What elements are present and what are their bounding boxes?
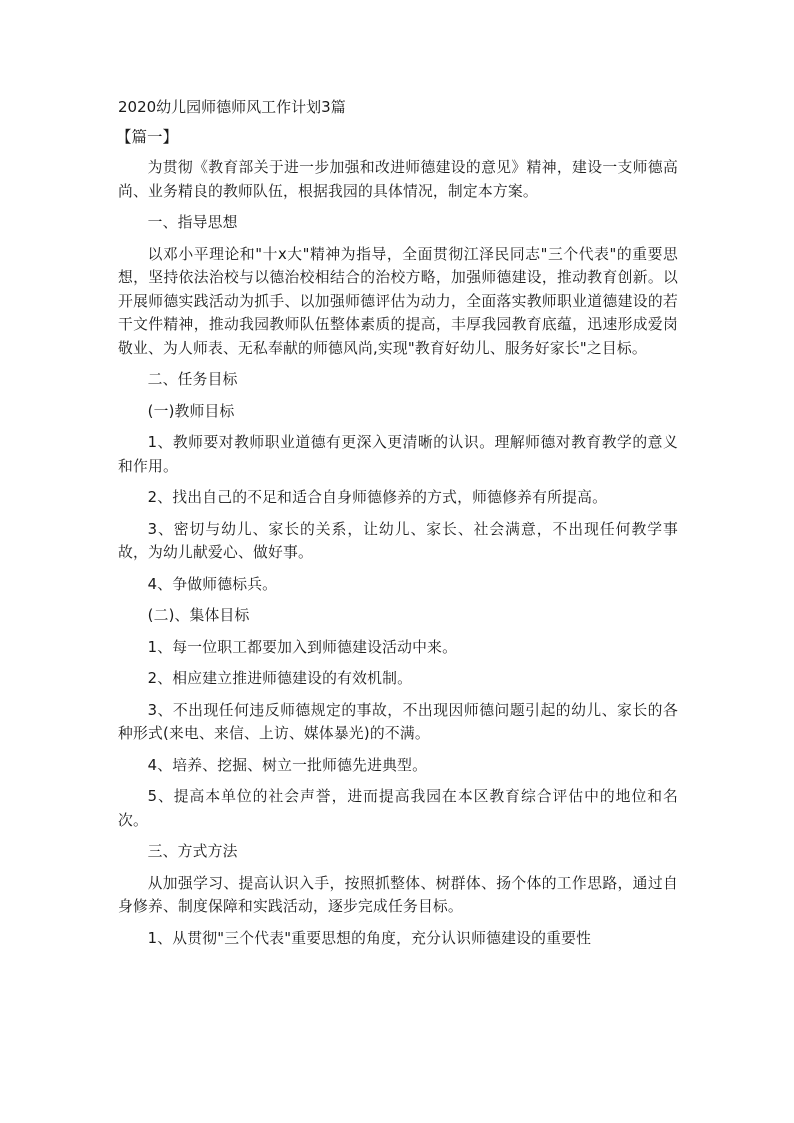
document-page — [118, 96, 678, 958]
list-item: 4、争做师德标兵。 — [147, 575, 278, 593]
list-item: 1、教师要对教师职业道德有更深入更清晰的认识。理解师德对教育教学的意义和作用。 — [118, 434, 678, 475]
list-item: 4、培养、挖掘、树立一批师德先进典型。 — [147, 756, 428, 774]
document-title: 2020幼儿园师德师风工作计划3篇 — [118, 98, 346, 116]
heading-methods: 三、方式方法 — [147, 843, 238, 860]
list-item: 3、不出现任何违反师德规定的事故，不出现因师德问题引起的幼儿、家长的各种形式(来电、来信、上访、媒体暴光)的不满。 — [118, 701, 678, 742]
list-item: 2、相应建立推进师德建设的有效机制。 — [147, 670, 413, 687]
subheading-teacher-goals: (一)教师目标 — [147, 402, 235, 420]
list-item: 5、提高本单位的社会声誉，进而提高我园在本区教育综合评估中的地位和名次。 — [118, 788, 678, 829]
list-item: 2、找出自己的不足和适合自身师德修养的方式，师德修养有所提高。 — [147, 489, 608, 506]
list-item: 1、从贯彻"三个代表"重要思想的角度，充分认识师德建设的重要性 — [147, 929, 592, 947]
subheading-collective-goals: (二)、集体目标 — [147, 607, 250, 624]
section-heading: 【篇一】 — [116, 128, 179, 146]
paragraph-methods: 从加强学习、提高认识入手，按照抓整体、树群体、扬个体的工作思路，通过自身修养、制度保障和实践活动，逐步完成任务目标。 — [118, 874, 678, 915]
heading-guiding-ideology: 一、指导思想 — [147, 214, 238, 231]
paragraph-guiding-ideology: 以邓小平理论和"十x大"精神为指导，全面贯彻江泽民同志"三个代表"的重要思想，坚持依法治校与以德治校相结合的治校方略，加强师德建设，推动教育创新。以开展师德实践活动为抓手、以加强师德评估为动力，全面落实教师职业道德建设的若干文件精神，推动我园教师队伍整体素质的提高，丰厚我园教育底蕴，迅速形成爱岗敬业、为人师表、无私奉献的师德风尚,实现"教育好幼儿、服务好家长"之目标。 — [118, 245, 678, 357]
heading-task-goals: 二、任务目标 — [147, 371, 238, 388]
paragraph-intro: 为贯彻《教育部关于进一步加强和改进师德建设的意见》精神，建设一支师德高尚、业务精良的教师队伍，根据我园的具体情况，制定本方案。 — [118, 159, 678, 200]
list-item: 3、密切与幼儿、家长的关系，让幼儿、家长、社会满意，不出现任何教学事故，为幼儿献爱心、做好事。 — [118, 520, 678, 561]
list-item: 1、每一位职工都要加入到师德建设活动中来。 — [147, 638, 458, 656]
